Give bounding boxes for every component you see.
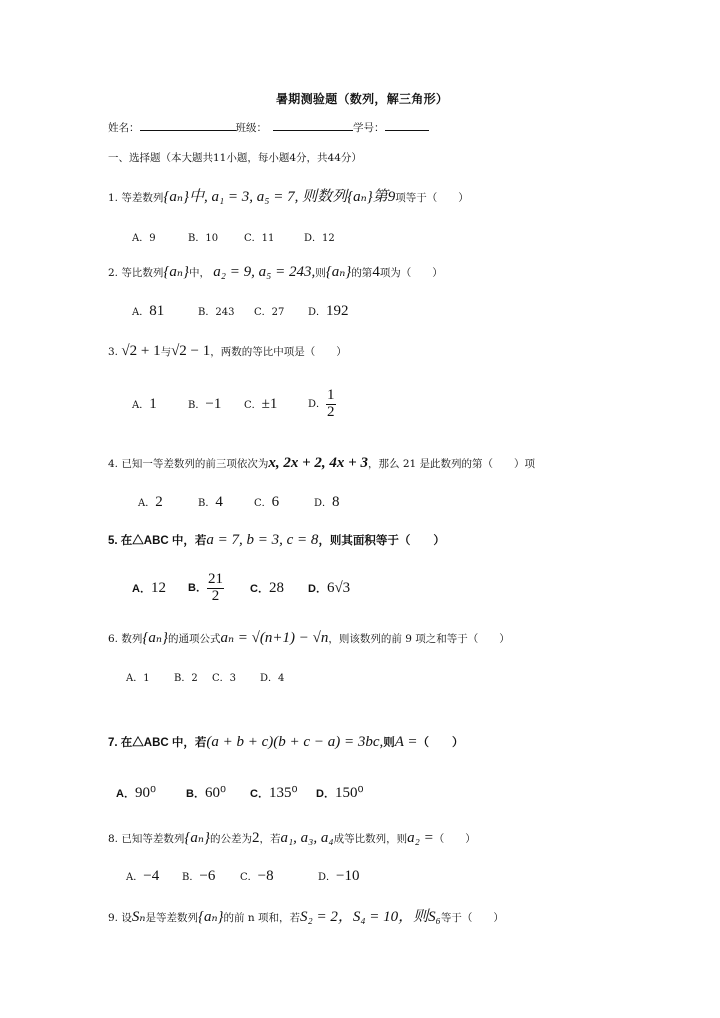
option-b[interactable] xyxy=(188,396,244,413)
question-text: ，则该数列的前 9 项之和等于（ ） xyxy=(328,633,510,645)
id-label: 学号： xyxy=(353,122,385,134)
option-letter: B． xyxy=(188,399,206,411)
option-letter: B． xyxy=(198,307,216,318)
option-c[interactable] xyxy=(240,868,318,885)
math-expression: (a + b + c)(b + c − a) = 3bc, xyxy=(206,734,384,750)
option-value: ±1 xyxy=(261,395,278,412)
name-blank[interactable] xyxy=(140,120,236,131)
question-3 xyxy=(108,343,347,360)
option-letter: A． xyxy=(116,788,135,800)
name-label: 姓名： xyxy=(108,122,140,134)
option-value: 27 xyxy=(271,307,285,318)
question-8 xyxy=(108,828,476,847)
option-b[interactable]: B．2 xyxy=(174,673,198,684)
option-a[interactable] xyxy=(138,494,198,511)
option-value: 2 xyxy=(155,494,163,510)
question-text: 的第 xyxy=(351,267,373,279)
option-letter: A． xyxy=(132,399,150,411)
question-text: 等比数列 xyxy=(121,267,164,279)
fraction xyxy=(207,572,224,605)
question-text: 等差数列 xyxy=(121,192,164,204)
option-value: 60⁰ xyxy=(204,785,226,801)
question-text: ，那么 21 是此数列的第（ ）项 xyxy=(367,458,536,470)
student-info-row xyxy=(108,120,429,135)
option-letter: D． xyxy=(308,307,327,318)
option-letter: D． xyxy=(308,582,327,595)
option-letter: D． xyxy=(314,498,333,509)
question-7-options xyxy=(116,783,363,802)
class-label: 班级： xyxy=(235,122,267,134)
math-expression: {aₙ}中, a₁ = 3, a₅ = 7, 则数列{aₙ}第9 xyxy=(163,189,396,205)
question-text: ，若 xyxy=(259,833,281,845)
option-letter: C． xyxy=(254,307,272,318)
option-a[interactable]: A．1 xyxy=(126,673,150,684)
option-d[interactable] xyxy=(308,303,349,320)
question-4 xyxy=(108,455,535,472)
math-expression: A = xyxy=(394,734,418,750)
option-value: 243 xyxy=(215,307,235,318)
option-d[interactable] xyxy=(318,868,360,885)
question-text: 成等比数列，则 xyxy=(333,833,408,845)
option-value: 4 xyxy=(215,494,223,510)
question-text: 项等于（ ） xyxy=(395,192,469,204)
option-a[interactable] xyxy=(132,396,188,413)
option-d[interactable]: D．4 xyxy=(260,673,285,684)
option-a[interactable] xyxy=(116,783,186,802)
question-6-options xyxy=(126,669,284,684)
math-expression: x, 2x + 2, 4x + 3 xyxy=(268,455,368,471)
question-number: 3. xyxy=(108,346,119,358)
option-letter: D． xyxy=(308,398,327,410)
math-expression: √2 − 1 xyxy=(171,343,211,359)
question-text: （ ） xyxy=(433,833,476,845)
option-value: −8 xyxy=(257,868,274,884)
option-value: 81 xyxy=(149,303,165,319)
question-5 xyxy=(108,532,445,549)
option-d[interactable]: D．12 xyxy=(304,233,335,244)
option-value: −6 xyxy=(199,868,216,884)
option-a[interactable] xyxy=(126,868,182,885)
math-expression: √2 + 1 xyxy=(121,343,161,359)
fraction-numerator: 21 xyxy=(207,571,223,587)
question-text: 的公差为 xyxy=(209,833,252,845)
option-d[interactable] xyxy=(308,388,336,421)
option-b[interactable] xyxy=(182,868,240,885)
question-number: 8. xyxy=(108,833,119,845)
question-1-options xyxy=(132,229,335,244)
question-number: 4. xyxy=(108,458,119,470)
question-text: （ ） xyxy=(417,737,464,749)
math-expression: {aₙ} xyxy=(197,909,224,925)
question-9 xyxy=(108,905,504,926)
question-text: 与 xyxy=(160,346,172,358)
option-value: 192 xyxy=(326,303,349,319)
option-c[interactable] xyxy=(254,494,314,511)
option-letter: C． xyxy=(254,498,272,509)
option-letter: D． xyxy=(318,872,337,883)
option-value: 150⁰ xyxy=(334,785,364,801)
id-blank[interactable] xyxy=(385,120,429,131)
question-text: 则 xyxy=(383,737,395,749)
question-text: 项为（ ） xyxy=(379,267,443,279)
option-value: 12 xyxy=(150,579,166,596)
question-number: 9. xyxy=(108,912,119,924)
question-number: 2. xyxy=(108,267,119,279)
question-number: 1. xyxy=(108,192,119,204)
option-b[interactable] xyxy=(186,783,250,802)
math-expression: 2 xyxy=(251,830,260,846)
question-text: 则 xyxy=(315,267,326,279)
option-letter: C． xyxy=(244,399,262,411)
question-8-options xyxy=(126,868,360,885)
option-value: −4 xyxy=(143,868,160,884)
option-b[interactable] xyxy=(198,303,254,318)
class-blank[interactable] xyxy=(273,120,353,131)
math-expression: {aₙ} xyxy=(142,630,168,646)
math-expression: {aₙ} xyxy=(325,264,352,280)
question-text: 的通项公式 xyxy=(167,633,221,645)
option-b[interactable] xyxy=(188,572,250,605)
option-c[interactable] xyxy=(244,396,308,413)
fraction xyxy=(326,388,336,421)
math-expression: 4 xyxy=(372,264,380,280)
option-c[interactable]: C．3 xyxy=(212,673,237,684)
question-text: ，两数的等比中项是（ ） xyxy=(210,346,347,358)
option-letter: B． xyxy=(188,582,207,595)
option-letter: A． xyxy=(138,498,156,509)
option-letter: C． xyxy=(240,872,258,883)
option-d[interactable] xyxy=(316,783,363,802)
question-text: 在△ABC 中，若 xyxy=(120,535,207,547)
option-value: 6 xyxy=(271,494,280,510)
question-text: 已知等差数列 xyxy=(121,833,185,845)
option-value: 8 xyxy=(332,494,340,510)
option-letter: C． xyxy=(250,582,269,595)
fraction-denominator: 2 xyxy=(211,587,220,604)
question-text: 数列 xyxy=(121,633,143,645)
math-expression: aₙ = √(n+1) − √n xyxy=(220,630,329,646)
question-2 xyxy=(108,262,443,281)
question-text: 设 xyxy=(121,912,132,924)
option-value: 90⁰ xyxy=(134,785,156,801)
option-value: 1 xyxy=(149,395,157,412)
option-letter: D． xyxy=(316,788,335,800)
question-4-options xyxy=(138,494,340,511)
question-text: 在△ABC 中，若 xyxy=(120,737,207,749)
question-number: 7. xyxy=(108,737,118,749)
question-1 xyxy=(108,185,469,206)
question-2-options xyxy=(132,303,349,320)
question-text: 等于（ ） xyxy=(440,912,504,924)
math-expression: {aₙ} xyxy=(163,264,189,280)
option-letter: B． xyxy=(186,788,205,800)
option-letter: A． xyxy=(132,582,151,595)
question-number: 6. xyxy=(108,633,119,645)
question-6 xyxy=(108,628,510,647)
math-expression: a₂ = 9, a₅ = 243, xyxy=(213,264,316,280)
question-number: 5. xyxy=(108,535,118,547)
page-title: 暑期测验题（数列，解三角形） xyxy=(276,92,449,106)
option-a[interactable] xyxy=(132,580,188,597)
option-value: −1 xyxy=(205,395,222,412)
option-letter: A． xyxy=(132,307,150,318)
option-c[interactable] xyxy=(250,783,316,802)
option-value: 135⁰ xyxy=(268,785,298,801)
question-3-options xyxy=(132,388,336,421)
option-c[interactable]: C．11 xyxy=(244,233,275,244)
option-letter: B． xyxy=(182,872,200,883)
fraction-numerator: 1 xyxy=(327,387,335,403)
option-value: 6√3 xyxy=(326,579,351,596)
question-5-options xyxy=(132,572,350,605)
question-text: ，则其面积等于（ ） xyxy=(318,535,445,547)
option-c[interactable] xyxy=(254,303,308,318)
option-value: −10 xyxy=(336,868,360,884)
question-text: 中， xyxy=(188,267,210,279)
option-b[interactable] xyxy=(198,494,254,511)
question-text: 的前 n 项和，若 xyxy=(223,912,300,924)
section-heading: 一、选择题（本大题共11小题，每小题4分，共44分） xyxy=(108,152,362,164)
math-expression: a₁, a₃, a₄ xyxy=(280,830,334,846)
option-d[interactable] xyxy=(314,494,340,511)
option-a[interactable] xyxy=(132,303,198,320)
option-letter: C． xyxy=(250,788,269,800)
option-letter: B． xyxy=(198,498,216,509)
math-expression: Sₙ xyxy=(131,909,146,925)
question-7 xyxy=(108,734,464,751)
option-value: 28 xyxy=(268,579,284,596)
question-text: 是等差数列 xyxy=(145,912,198,924)
option-letter: A． xyxy=(126,872,144,883)
math-expression: a₂ = xyxy=(407,830,434,846)
math-expression: {aₙ} xyxy=(184,830,210,846)
option-b[interactable]: B．10 xyxy=(188,233,219,244)
option-a[interactable]: A．9 xyxy=(132,233,156,244)
math-expression: a = 7, b = 3, c = 8 xyxy=(206,532,319,548)
option-c[interactable] xyxy=(250,580,308,597)
math-expression: S₂ = 2，S₄ = 10，则S₆ xyxy=(299,909,441,925)
option-d[interactable] xyxy=(308,580,350,597)
fraction-denominator: 2 xyxy=(327,403,335,420)
question-text: 已知一等差数列的前三项依次为 xyxy=(121,458,269,470)
